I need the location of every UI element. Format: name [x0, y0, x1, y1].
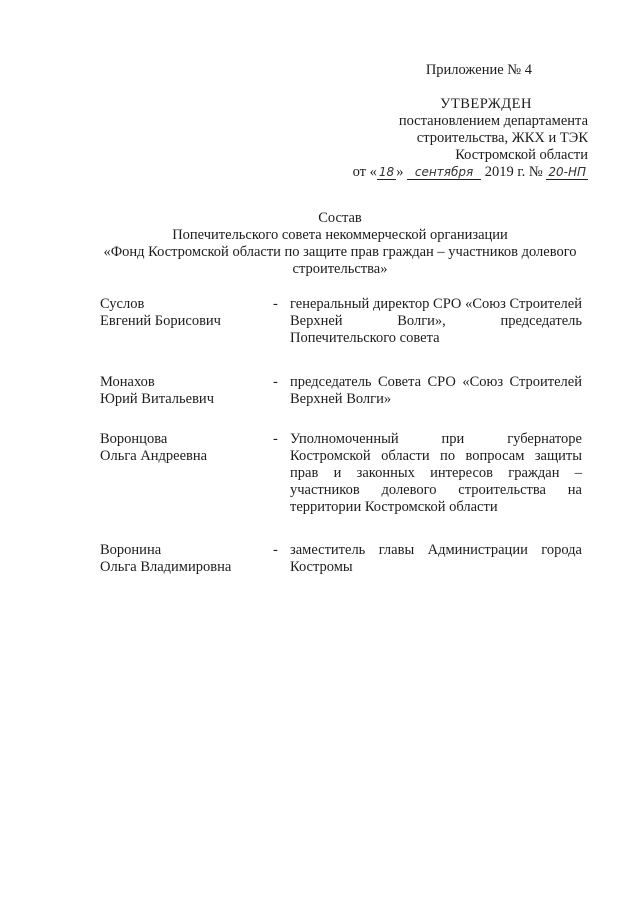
- approval-stamp: [330, 62, 588, 181]
- date-month-handwritten: сентября: [407, 166, 481, 180]
- document-number-handwritten: 20-НП: [548, 165, 586, 179]
- member-name: [100, 374, 265, 408]
- title-line-2: Попечительского совета некоммерческой организации: [172, 227, 508, 243]
- approval-line-2: строительства, ЖКХ и ТЭК: [416, 130, 588, 146]
- member-name: [100, 542, 265, 576]
- members-list: [100, 296, 590, 582]
- member-dash: -: [273, 431, 278, 447]
- approved-heading: УТВЕРЖДЕН: [440, 96, 532, 112]
- appendix-number: Приложение № 4: [425, 62, 532, 78]
- member-dash: -: [273, 296, 278, 312]
- member-role: Уполномоченный при губернаторе Костромской области по вопросам защиты прав и законных интересов граждан – участников долевого строительства на территории Костромской области: [290, 431, 582, 515]
- member-row: [100, 296, 590, 374]
- approval-date-line: [330, 164, 588, 181]
- document-title: [60, 210, 620, 278]
- member-surname: Монахов: [100, 374, 155, 390]
- member-row: [100, 431, 590, 542]
- date-prefix: от «: [352, 164, 377, 180]
- member-given-name: Евгений Борисович: [100, 313, 221, 329]
- member-surname: Воронцова: [100, 431, 168, 447]
- member-given-name: Ольга Владимировна: [100, 559, 232, 575]
- date-day-handwritten: 18: [378, 165, 395, 179]
- member-dash: -: [273, 374, 278, 390]
- member-role: заместитель главы Администрации города Костромы: [290, 542, 582, 575]
- member-role: генеральный директор СРО «Союз Строителей Верхней Волги», председатель Попечительского совета: [290, 296, 582, 346]
- date-separator: »: [396, 164, 404, 180]
- title-line-3: «Фонд Костромской области по защите прав граждан – участников долевого строительства»: [103, 244, 577, 277]
- approval-line-3: Костромской области: [455, 147, 588, 163]
- member-row: [100, 374, 590, 431]
- date-year: 2019 г. №: [484, 164, 543, 180]
- member-surname: Воронина: [100, 542, 162, 558]
- member-dash: -: [273, 542, 278, 558]
- member-name: [100, 431, 265, 465]
- member-role: председатель Совета СРО «Союз Строителей Верхней Волги»: [290, 374, 582, 407]
- title-line-1: Состав: [318, 210, 362, 226]
- member-given-name: Ольга Андреевна: [100, 448, 208, 464]
- approval-line-1: постановлением департамента: [398, 113, 588, 129]
- member-surname: Суслов: [100, 296, 145, 312]
- member-row: [100, 542, 590, 582]
- member-given-name: Юрий Витальевич: [100, 391, 214, 407]
- member-name: [100, 296, 265, 330]
